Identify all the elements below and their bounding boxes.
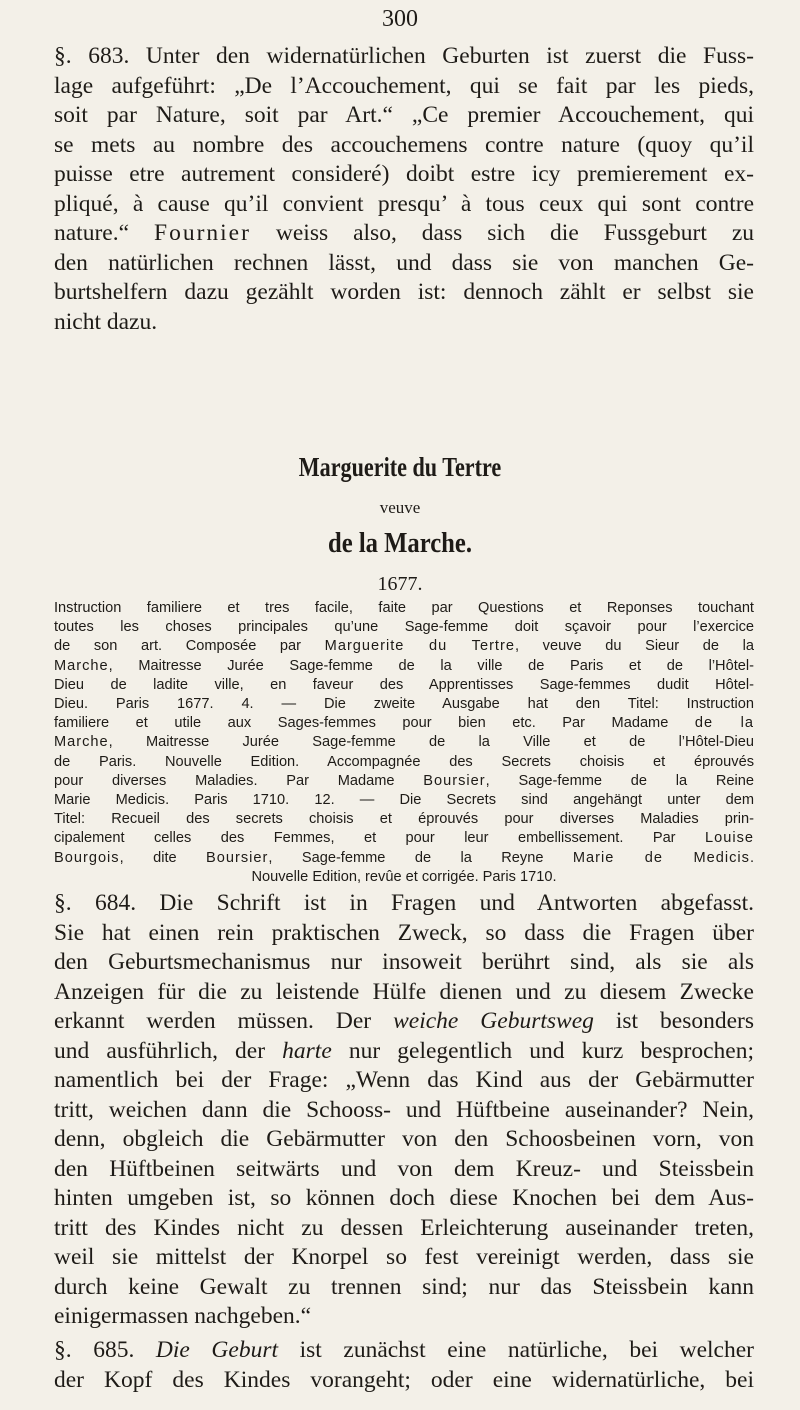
text-line: denn, obgleich die Gebärmutter von den Schoosbeinen vorn, von xyxy=(54,1126,754,1152)
bib-line xyxy=(54,829,754,848)
bib-line: Dieu. Paris 1677. 4. — Die zweite Ausgabe hat den Titel: Instruction xyxy=(54,696,754,713)
text-segment: de son art. Composée par xyxy=(54,638,325,655)
text-segment: , Maitresse Jurée Sage-femme de la Ville et de l’Hôtel-Dieu xyxy=(108,734,754,751)
bib-line xyxy=(54,772,754,791)
author-name: Marche xyxy=(54,734,109,751)
paragraph-683 xyxy=(54,42,754,337)
text-line: hinten umgeben ist, so können doch diese Knochen bei dem Aus- xyxy=(54,1185,754,1211)
section-heading-name: de la Marche. xyxy=(328,527,472,559)
text-line xyxy=(54,1037,754,1067)
text-line: durch keine Gewalt zu trennen sind; nur das Steissbein kann xyxy=(54,1273,754,1300)
emphasis-text: weiche Geburtsweg xyxy=(393,1008,594,1034)
author-name: Marie de Medicis xyxy=(572,849,750,866)
text-segment: , Sage-femme de la Reyne xyxy=(268,849,573,866)
text-line: Sie hat einen rein praktischen Zweck, so dass die Fragen über xyxy=(54,919,754,946)
emphasis-text: harte xyxy=(282,1037,332,1064)
bib-line xyxy=(54,733,754,752)
text-line: weil sie mittelst der Knorpel so fest vereinigt werden, dass sie xyxy=(54,1244,754,1270)
author-name: Marguerite du Tertre xyxy=(324,638,515,655)
text-line xyxy=(54,1007,754,1037)
author-name: Boursier xyxy=(206,849,269,866)
bib-line: Marie Medicis. Paris 1710. 12. — Die Secrets sind angehängt unter dem xyxy=(54,792,754,809)
author-name: Marche xyxy=(54,657,109,674)
text-line: se mets au nombre des accouchemens contre nature (quoy qu’il xyxy=(54,131,754,158)
text-line: nicht dazu. xyxy=(54,308,158,335)
text-segment: ist besonders xyxy=(593,1008,754,1034)
text-line: den Geburtsmechanismus nur insoweit berührt sind, als sie als xyxy=(54,949,754,975)
emphasis-text: Die Geburt xyxy=(155,1337,279,1363)
text-line: Anzeigen für die zu leistende Hülfe dienen und zu diesem Zwecke xyxy=(54,978,754,1005)
text-line xyxy=(54,219,754,249)
author-name: Boursier xyxy=(423,772,486,789)
section-heading: Marguerite du Tertre xyxy=(298,452,502,482)
text-line xyxy=(54,1336,754,1366)
section-subheading: veuve xyxy=(379,498,421,517)
bib-line: toutes les choses principales qu’une Sage-femme doit sçavoir pour l’exercice xyxy=(54,619,754,636)
bib-line xyxy=(54,714,754,733)
text-segment: weiss also, dass sich die Fussgeburt zu xyxy=(250,220,755,246)
text-segment: nature.“ xyxy=(54,220,154,246)
text-line: puisse etre autrement consideré) doibt estre icy premierement ex- xyxy=(54,161,754,187)
paragraph-685 xyxy=(54,1336,754,1395)
text-line: tritt, weichen dann die Schooss- und Hüftbeine auseinander? Nein, xyxy=(54,1096,754,1123)
text-line: namentlich bei der Frage: „Wenn das Kind aus der Gebärmutter xyxy=(54,1067,754,1093)
bib-line: Instruction familiere et tres facile, faite par Questions et Reponses touchant xyxy=(54,600,754,616)
bib-line xyxy=(54,657,754,676)
text-segment: pour diverses Maladies. Par Madame xyxy=(54,772,424,789)
page-number: 300 xyxy=(382,6,418,32)
text-line: soit par Nature, soit par Art.“ „Ce premier Accouchement, qui xyxy=(54,102,754,128)
text-line: lage aufgeführt: „De l’Accouchement, qui se fait par les pieds, xyxy=(54,72,754,99)
bib-line: Dieu de ladite ville, en faveur des Apprentisses Sage-femmes dudit Hôtel- xyxy=(54,676,754,693)
text-line: der Kopf des Kindes vorangeht; oder eine widernatürliche, bei xyxy=(54,1366,754,1393)
text-segment: , Sage-femme de la Reine xyxy=(485,772,754,789)
text-segment: , dite xyxy=(119,849,207,866)
text-segment: §. 685. xyxy=(54,1337,156,1363)
section-year: 1677. xyxy=(377,573,423,595)
bib-line: Titel: Recueil des secrets choisis et éprouvés pour diverses Maladies prin- xyxy=(54,811,754,828)
text-segment: . xyxy=(749,849,754,866)
author-name: de la xyxy=(694,715,754,732)
bibliography-note xyxy=(54,599,754,887)
author-name: Fournier xyxy=(154,220,251,246)
text-segment: , veuve du Sieur de la xyxy=(514,638,755,655)
text-segment: und ausführlich, der xyxy=(54,1037,283,1064)
text-line: den natürlichen rechnen lässt, und dass sie von manchen Ge- xyxy=(54,249,754,276)
text-segment: erkannt werden müssen. Der xyxy=(54,1008,394,1034)
text-segment: nur gelegentlich und kurz besprochen; xyxy=(331,1037,754,1064)
text-segment: cipalement celles des Femmes, et pour leur embellissement. Par xyxy=(54,830,705,847)
text-line: tritt des Kindes nicht zu dessen Erleichterung auseinander treten, xyxy=(54,1214,754,1241)
text-line: einigermassen nachgeben.“ xyxy=(54,1303,312,1329)
bib-line xyxy=(54,849,754,868)
bib-line: de Paris. Nouvelle Edition. Accompagnée des Secrets choisis et éprouvés xyxy=(54,753,754,770)
text-line: pliqué, à cause qu’il convient presqu’ à tous ceux qui sont contre xyxy=(54,190,754,217)
bib-line xyxy=(54,637,754,656)
text-line: §. 683. Unter den widernatürlichen Geburten ist zuerst die Fuss- xyxy=(54,43,754,69)
text-segment: ist zunächst eine natürliche, bei welcher xyxy=(278,1337,754,1363)
text-segment: , Maitresse Jurée Sage-femme de la ville de Paris et de l’Hôtel- xyxy=(108,657,754,674)
author-name: Louise xyxy=(704,830,754,847)
text-line: §. 684. Die Schrift ist in Fragen und Antworten abgefasst. xyxy=(54,890,754,916)
text-line: burtshelfern dazu gezählt worden ist: dennoch zählt er selbst sie xyxy=(54,279,754,305)
bib-line: Nouvelle Edition, revûe et corrigée. Paris 1710. xyxy=(251,868,557,885)
text-line: den Hüftbeinen seitwärts und von dem Kreuz- und Steissbein xyxy=(54,1155,754,1182)
text-segment: familiere et utile aux Sages-femmes pour bien etc. Par Madame xyxy=(54,715,695,732)
author-name: Bourgois xyxy=(54,849,120,866)
paragraph-684 xyxy=(54,889,754,1332)
